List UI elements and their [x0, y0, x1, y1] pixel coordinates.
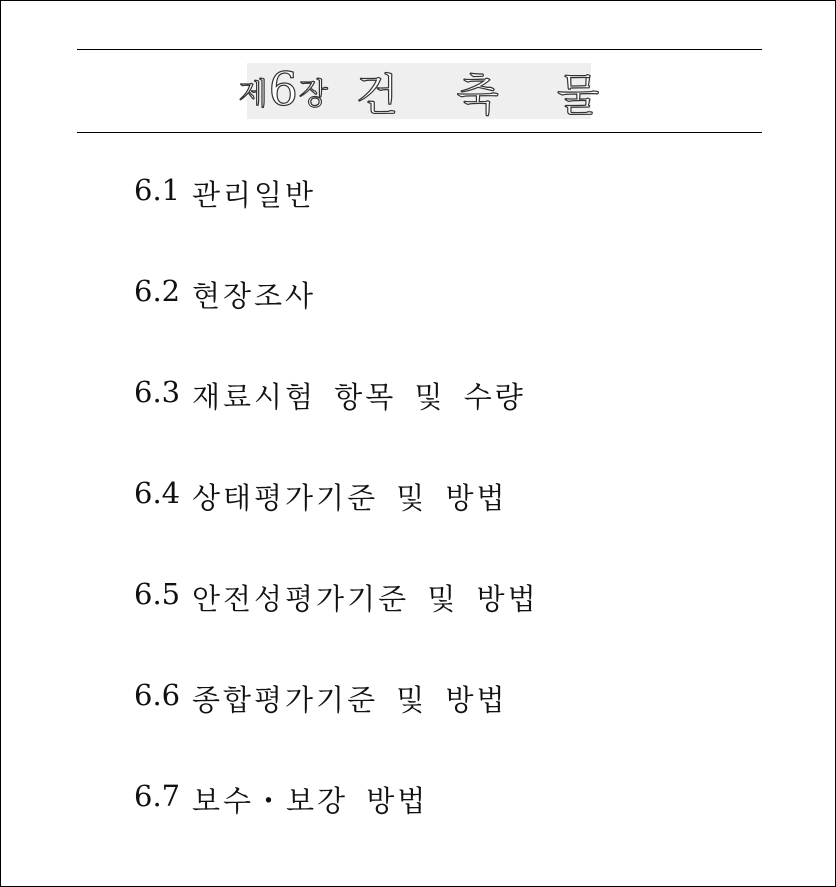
toc-item-text: 보수・보강 방법 [192, 784, 429, 818]
toc-item-6-4 [134, 476, 774, 577]
table-of-contents [134, 173, 774, 880]
toc-item-6-5 [134, 577, 774, 678]
toc-item-text: 종합평가기준 및 방법 [192, 683, 508, 717]
toc-item-text: 재료시험 항목 및 수량 [192, 380, 526, 414]
toc-item-6-2 [134, 274, 774, 375]
toc-item-6-7 [134, 779, 774, 880]
toc-item-6-6 [134, 678, 774, 779]
toc-item-text: 상태평가기준 및 방법 [192, 481, 508, 515]
chapter-suffix: 장 [298, 77, 328, 112]
toc-item-text: 관리일반 [192, 178, 317, 212]
toc-item-number: 6.7 [134, 779, 181, 813]
chapter-title [238, 62, 622, 121]
toc-item-number: 6.2 [134, 274, 181, 308]
toc-item-number: 6.3 [134, 375, 181, 409]
chapter-main-title: 건 축 물 [355, 70, 622, 121]
header-rule-bottom [77, 132, 762, 133]
toc-item-text: 현장조사 [192, 279, 317, 313]
chapter-prefix: 제 [238, 77, 268, 112]
toc-item-6-3 [134, 375, 774, 476]
header-rule-top [77, 49, 762, 50]
toc-item-number: 6.5 [134, 577, 181, 611]
toc-item-number: 6.1 [134, 173, 181, 207]
chapter-number: 6 [268, 62, 298, 116]
toc-item-6-1 [134, 173, 774, 274]
toc-item-text: 안전성평가기준 및 방법 [192, 582, 539, 616]
toc-item-number: 6.4 [134, 476, 181, 510]
toc-item-number: 6.6 [134, 678, 181, 712]
